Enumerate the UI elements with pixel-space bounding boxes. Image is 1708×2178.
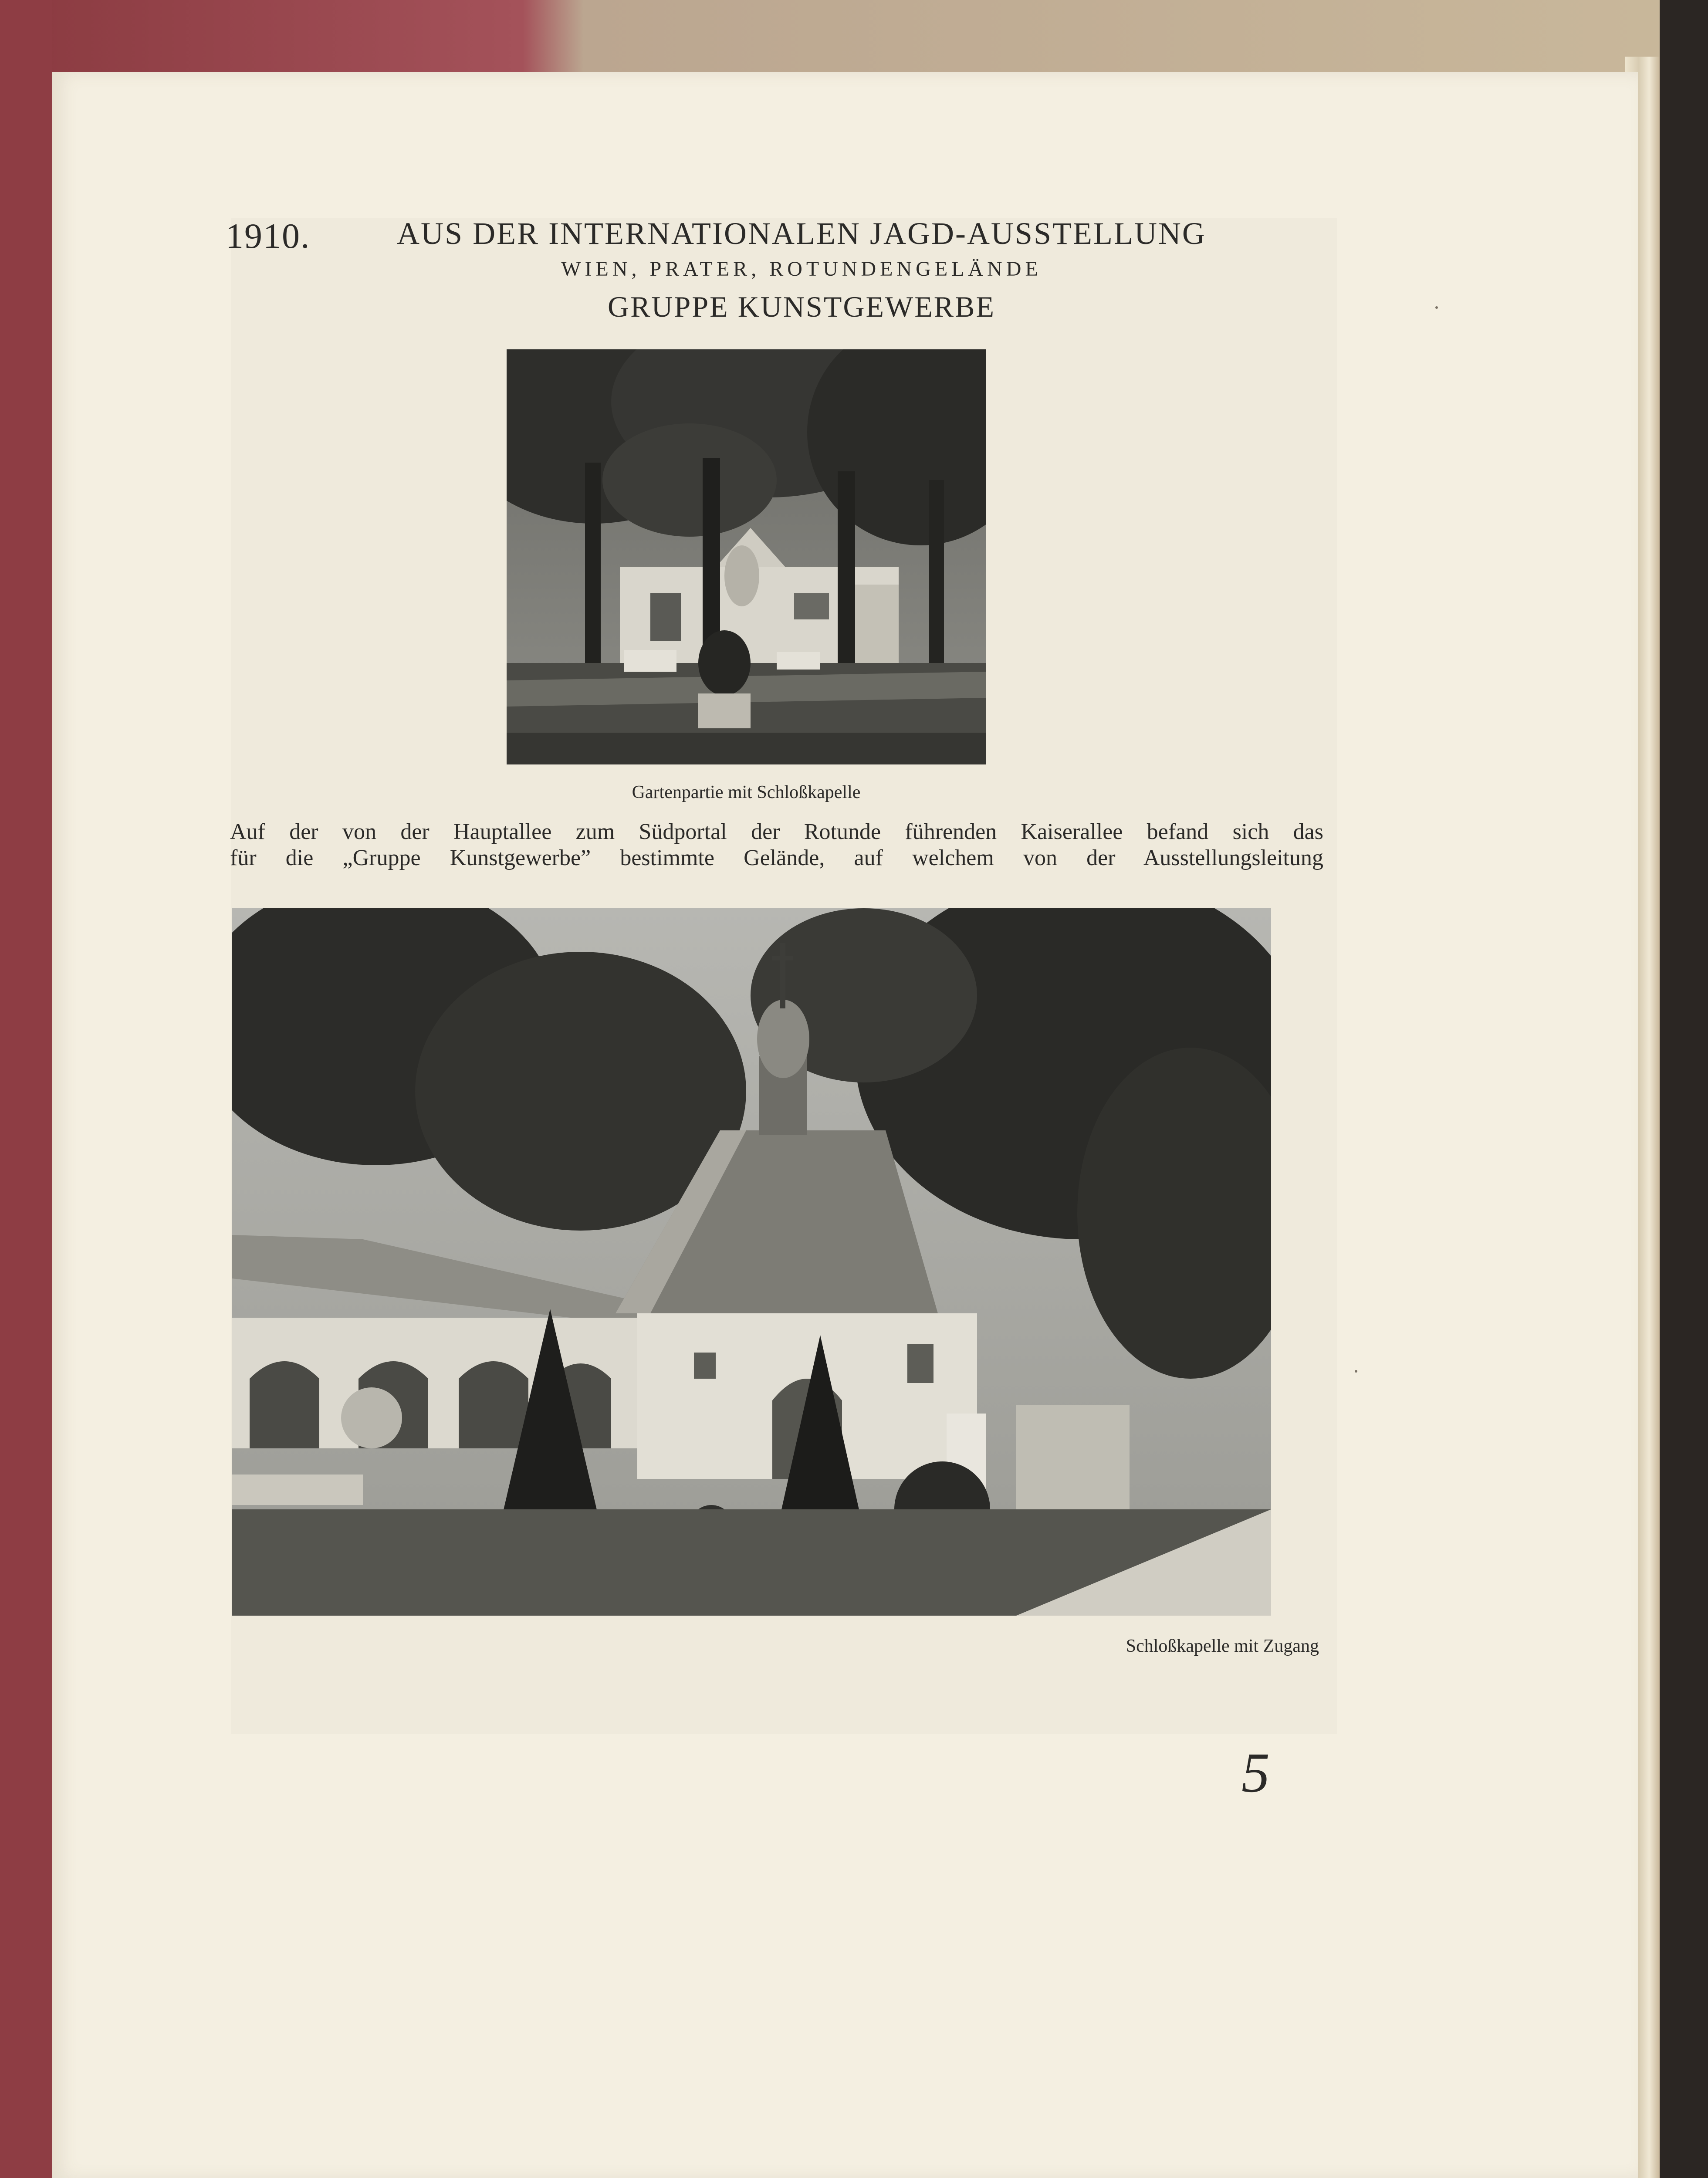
- header-year: 1910.: [226, 216, 311, 256]
- background-right: [1660, 0, 1708, 2178]
- photo-garden-chapel: [507, 349, 986, 764]
- page-number: 5: [1241, 1742, 1270, 1804]
- paper-speck: [1435, 306, 1438, 309]
- photo-caption: Gartenpartie mit Schloßkapelle: [632, 782, 861, 802]
- header-group: GRUPPE KUNSTGEWERBE: [607, 290, 996, 323]
- body-line: für die „Gruppe Kunstgewerbe” bestimmte Gelände, auf welchem von der Ausstellungsleitung: [230, 845, 1323, 870]
- body-line: Auf der von der Hauptallee zum Südportal der Rotunde führenden Kaiserallee befand sich das: [230, 819, 1323, 844]
- header-subtitle: WIEN, PRATER, ROTUNDENGELÄNDE: [561, 257, 1042, 281]
- header-title: AUS DER INTERNATIONALEN JAGD-AUSSTELLUNG: [397, 216, 1206, 251]
- photo-chapel-approach: [232, 908, 1271, 1616]
- paper-speck: [1355, 1370, 1357, 1373]
- photo-caption: Schloßkapelle mit Zugang: [1126, 1636, 1319, 1656]
- body-paragraph: [230, 819, 1323, 871]
- book-cover-left: [0, 0, 52, 2178]
